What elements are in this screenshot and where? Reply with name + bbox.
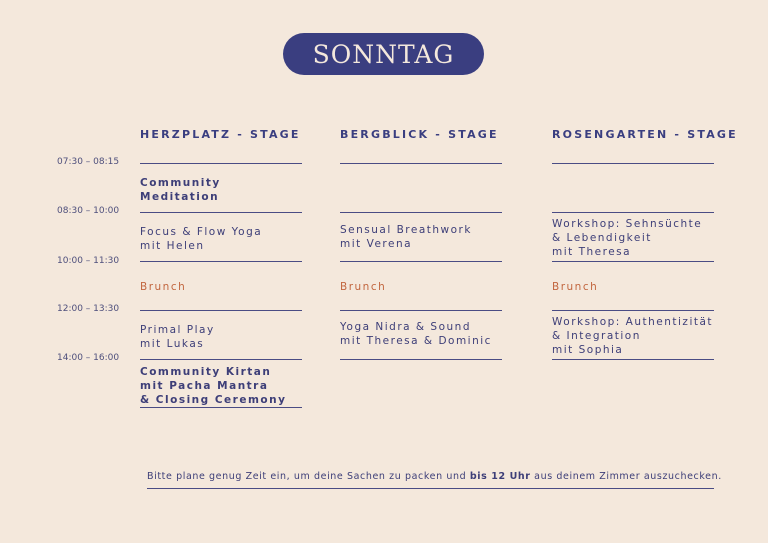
divider <box>340 163 502 164</box>
session-focus-flow-yoga: Focus & Flow Yoga mit Helen <box>140 226 263 252</box>
session-community-meditation: Community Meditation <box>140 177 221 203</box>
divider <box>552 212 714 213</box>
divider <box>140 261 302 262</box>
session-primal-play: Primal Play mit Lukas <box>140 324 215 350</box>
divider <box>340 212 502 213</box>
checkout-notice-text-end: aus deinem Zimmer auszuchecken. <box>530 471 722 482</box>
divider <box>140 212 302 213</box>
session-yoga-nidra-sound: Yoga Nidra & Sound mit Theresa & Dominic <box>340 321 492 347</box>
divider <box>552 261 714 262</box>
session-sensual-breathwork: Sensual Breathwork mit Verena <box>340 224 472 250</box>
divider <box>552 310 714 311</box>
checkout-deadline: bis 12 Uhr <box>469 471 531 482</box>
divider <box>140 310 302 311</box>
session-workshop-sehnsuechte: Workshop: Sehnsüchte & Lebendigkeit mit Theresa <box>552 218 703 258</box>
divider <box>140 163 302 164</box>
stage-header-rosengarten: ROSENGARTEN - STAGE <box>552 128 738 141</box>
time-slot-5: 14:00 – 16:00 <box>57 353 120 363</box>
divider <box>140 407 302 408</box>
session-community-kirtan: Community Kirtan mit Pacha Mantra & Closing Ceremony <box>140 366 287 406</box>
session-workshop-authentizitaet: Workshop: Authentizität & Integration mit Sophia <box>552 316 714 356</box>
session-brunch: Brunch <box>552 281 599 293</box>
time-slot-4: 12:00 – 13:30 <box>57 304 120 314</box>
divider <box>340 261 502 262</box>
session-brunch: Brunch <box>340 281 387 293</box>
divider <box>552 163 714 164</box>
checkout-notice <box>147 471 722 482</box>
day-title: SONNTAG <box>312 39 455 69</box>
divider <box>340 359 502 360</box>
divider <box>340 310 502 311</box>
divider <box>552 359 714 360</box>
footer-divider <box>147 488 714 489</box>
divider <box>140 359 302 360</box>
session-brunch: Brunch <box>140 281 187 293</box>
checkout-notice-text: Bitte plane genug Zeit ein, um deine Sachen zu packen und <box>147 471 470 482</box>
time-slot-2: 08:30 – 10:00 <box>57 206 120 216</box>
day-title-pill <box>283 33 484 75</box>
stage-header-bergblick: BERGBLICK - STAGE <box>340 128 499 141</box>
time-slot-3: 10:00 – 11:30 <box>57 256 120 266</box>
time-slot-1: 07:30 – 08:15 <box>57 157 120 167</box>
stage-header-herzplatz: HERZPLATZ - STAGE <box>140 128 301 141</box>
